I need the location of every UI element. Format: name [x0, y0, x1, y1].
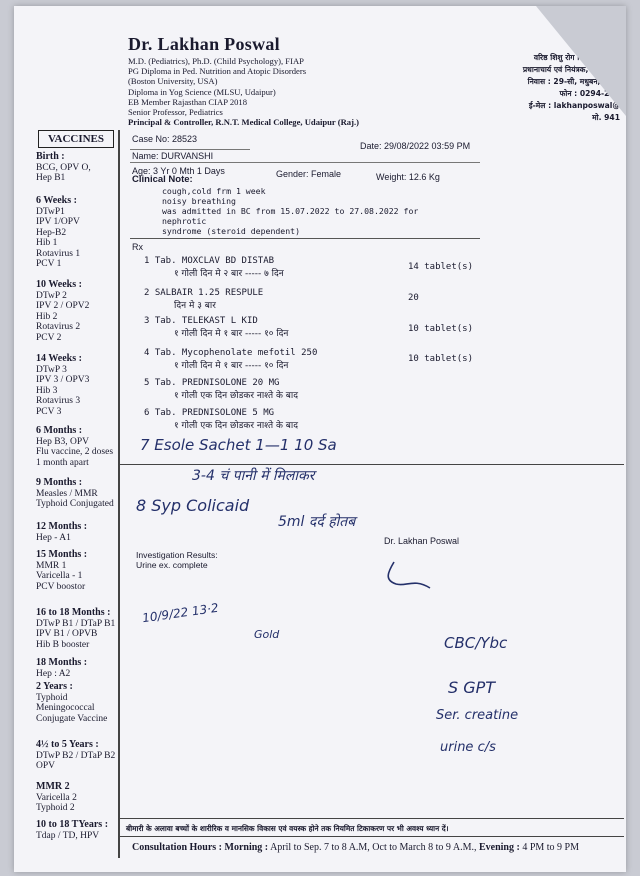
vaccine-item: Conjugate Vaccine [36, 713, 108, 724]
vaccine-group [36, 658, 136, 679]
medication-name: 2 SALBAIR 1.25 RESPULE [144, 288, 264, 298]
vaccine-item: 1 month apart [36, 457, 89, 468]
doctor-credentials [128, 56, 398, 127]
vaccine-group-heading: 10 Weeks : [36, 279, 82, 290]
vaccine-item: DTwP B1 / DTaP B1 [36, 618, 116, 629]
handwritten-test-urine: urine c/s [440, 740, 496, 755]
consult-label: Consultation Hours : [132, 842, 223, 853]
investigation-value: Urine ex. complete [136, 560, 208, 570]
handwritten-med-8-instruction: 5ml दर्द होतब [278, 514, 356, 530]
vaccine-group-heading: 9 Months : [36, 477, 83, 488]
doctor-name: Dr. Lakhan Poswal [128, 34, 280, 54]
vaccine-group-heading: 16 to 18 Months : [36, 607, 111, 618]
vaccine-item: PCV 1 [36, 259, 62, 269]
vaccine-item: IPV 3 / OPV3 [36, 375, 90, 385]
vaccine-item: IPV B1 / OPVB [36, 629, 98, 639]
vaccine-group-heading: 4½ to 5 Years : [36, 739, 99, 750]
vaccine-group [36, 280, 136, 343]
evening-label: Evening : [478, 842, 520, 853]
vaccine-group-heading: 15 Months : [36, 549, 88, 560]
signature-scribble [374, 554, 444, 594]
vaccine-group-heading: Birth : [36, 151, 65, 162]
handwritten-test-creatinine: Ser. creatine [436, 708, 519, 723]
vaccines-title: VACCINES [38, 130, 114, 148]
medication-name: 4 Tab. Mycophenolate mefotil 250 [144, 348, 318, 358]
vaccine-group-heading: 18 Months : [36, 657, 88, 668]
vaccine-item: Hep B3, OPV [36, 436, 90, 447]
footer-hindi-note: बीमारी के अलावा बच्चों के शारीरिक व मानसिक विकास एवं वयस्क होने तक नियमित टिकाकरण पर भी अवश्य ध्यान दें। [126, 824, 449, 833]
credential-line: Senior Professor, Pediatrics [128, 107, 223, 118]
vaccine-group [36, 608, 136, 650]
handwritten-note-date: 10/9/22 13·2 [141, 600, 220, 626]
handwritten-med-8: 8 Syp Colicaid [136, 496, 250, 515]
vaccine-group [36, 522, 136, 543]
vaccine-item: DTwP 3 [36, 364, 67, 375]
medication-name: 5 Tab. PREDNISOLONE 20 MG [144, 378, 280, 388]
vaccine-item: Rotavirus 1 [36, 248, 81, 259]
credential-line: EB Member Rajasthan CIAP 2018 [128, 96, 248, 107]
credential-line: PG Diploma in Ped. Nutrition and Atopic Disorders [128, 66, 307, 77]
vaccine-item: Meningococcal [36, 703, 95, 713]
medication-qty: 10 tablet(s) [408, 324, 474, 334]
vaccine-group-heading: 2 Years : [36, 681, 73, 692]
medication-name: 1 Tab. MOXCLAV BD DISTAB [144, 256, 275, 266]
vaccine-item: IPV 1/OPV [36, 217, 80, 227]
vaccine-item: MMR 1 [36, 560, 67, 571]
medication-qty: 20 [408, 293, 419, 303]
investigation-section [136, 550, 218, 570]
vaccine-item: Tdap / TD, HPV [36, 830, 100, 841]
vaccine-item: Hib B booster [36, 639, 90, 650]
vaccine-item: Hep B1 [36, 173, 66, 183]
patient-weight: Weight: 12.6 Kg [376, 172, 440, 182]
evening-hours: 4 PM to 9 PM [522, 842, 579, 853]
vaccine-group-heading: 10 to 18 TYears : [36, 819, 109, 830]
medication-dose: १ गोली दिन मे २ बार ----- ७ दिन [174, 269, 284, 279]
handwritten-test-cbc: CBC/Ybc [444, 634, 508, 652]
divider [130, 149, 250, 150]
vaccine-item: Rotavirus 2 [36, 322, 81, 332]
credential-line: Principal & Controller, R.N.T. Medical College, Udaipur (Raj.) [128, 117, 359, 128]
hindi-doctor-name: डॉ. ला [585, 35, 620, 51]
vaccine-item: Hep-B2 [36, 227, 67, 238]
section-divider [118, 464, 624, 465]
vaccine-item: Typhoid 2 [36, 803, 75, 813]
credential-line: Diploma in Yog Science (MLSU, Udaipur) [128, 86, 276, 97]
vaccine-group [36, 196, 136, 270]
vaccine-item: Varicella - 1 [36, 571, 83, 581]
medication-dose: १ गोली दिन मे १ बार ----- १० दिन [174, 361, 289, 371]
divider [130, 238, 480, 239]
vaccine-item: PCV boostor [36, 581, 86, 592]
vaccine-group [36, 682, 136, 724]
vaccine-group [36, 354, 136, 417]
vaccine-item: Hep - A1 [36, 532, 71, 543]
vaccine-group [36, 740, 136, 772]
medication-dose: १ गोली एक दिन छोडकर नाश्ते के बाद [174, 421, 299, 431]
vaccine-group [36, 152, 136, 184]
divider [130, 162, 480, 163]
vaccine-item: Measles / MMR [36, 488, 98, 499]
vaccine-item: Hib 1 [36, 238, 58, 248]
consultation-hours [132, 842, 579, 853]
vaccine-group-heading: 6 Weeks : [36, 195, 77, 206]
clinical-note-title: Clinical Note: [132, 174, 193, 185]
patient-name: Name: DURVANSHI [132, 151, 214, 161]
vaccine-item: Hib 2 [36, 311, 58, 322]
footer-divider [118, 818, 624, 819]
vaccine-group-heading: 12 Months : [36, 521, 88, 532]
medication-name: 6 Tab. PREDNISOLONE 5 MG [144, 408, 275, 418]
vaccine-item: Hep : A2 [36, 668, 71, 679]
vaccine-item: IPV 2 / OPV2 [36, 301, 90, 311]
credential-line: M.D. (Pediatrics), Ph.D. (Child Psychology), FIAP [128, 56, 304, 66]
vaccine-item: PCV 3 [36, 406, 62, 417]
vaccine-item: Rotavirus 3 [36, 396, 81, 406]
handwritten-med-7-instruction: 3-4 चं पानी में मिलाकर [192, 468, 315, 484]
medication-dose: १ गोली एक दिन छोडकर नाश्ते के बाद [174, 391, 299, 401]
clinical-note-line: was admitted in BC from 15.07.2022 to 27.08.2022 for nephrotic [162, 206, 419, 226]
hindi-line: वरिष्ठ शिशु रोग विशेषज्ञ, साइक [533, 53, 620, 62]
medication-qty: 10 tablet(s) [408, 354, 474, 364]
patient-age: Age: 3 Yr 0 Mth 1 Days [132, 166, 225, 176]
vaccine-group [36, 820, 136, 841]
credential-line: (Boston University, USA) [128, 76, 218, 87]
medication-dose: दिन मे ३ बार [174, 301, 216, 311]
vaccine-item: Flu vaccine, 2 doses [36, 447, 114, 457]
vaccine-group [36, 550, 136, 592]
prescription-sheet [14, 6, 626, 872]
vaccine-item: OPV [36, 761, 56, 771]
medication-item [144, 408, 474, 431]
hindi-line: निवास : 29-सी, मधुबन, उदयपु [527, 77, 620, 86]
visit-date: Date: 29/08/2022 03:59 PM [360, 141, 471, 151]
vaccine-item: BCG, OPV O, [36, 162, 91, 173]
vaccine-group [36, 782, 136, 814]
hindi-line: ई-मेल : lakhanposwal@ [528, 101, 620, 110]
vaccine-item: Hib 3 [36, 385, 58, 396]
medication-item [144, 288, 474, 311]
medication-name: 3 Tab. TELEKAST L KID [144, 316, 258, 326]
vaccine-item: PCV 2 [36, 332, 62, 343]
vaccine-item: DTwP 2 [36, 290, 67, 301]
vaccine-group-heading: MMR 2 [36, 781, 70, 792]
medication-dose: १ गोली दिन मे १ बार ----- १० दिन [174, 329, 289, 339]
vaccine-group-heading: 6 Months : [36, 425, 83, 436]
investigation-title: Investigation Results: [136, 550, 218, 560]
clinical-note-line: syndrome (steroid dependent) [162, 226, 301, 236]
vaccine-item: Varicella 2 [36, 792, 77, 803]
rx-label: Rx [132, 242, 143, 252]
handwritten-med-7: 7 Esole Sachet 1—1 10 Sa [140, 436, 337, 454]
vaccine-item: Typhoid [36, 692, 68, 703]
case-number: Case No: 28523 [132, 134, 198, 144]
vaccine-item: DTwP1 [36, 206, 65, 217]
patient-gender: Gender: Female [276, 169, 342, 179]
morning-hours: April to Sep. 7 to 8 A.M, Oct to March 8 to 9 A.M., [270, 842, 477, 853]
medication-item [144, 378, 474, 401]
clinical-notes [162, 186, 462, 236]
hindi-line: मो. 941 [592, 113, 620, 122]
vaccine-group-heading: 14 Weeks : [36, 353, 82, 364]
signature-label: Dr. Lakhan Poswal [384, 536, 460, 546]
handwritten-note-gold: Gold [254, 628, 280, 641]
morning-label: Morning : [224, 842, 269, 853]
clinical-note-line: cough,cold frm 1 week [162, 186, 266, 196]
hindi-line: प्रधानाचार्य एवं नियंत्रक, र.ना.टै. मे [522, 65, 620, 74]
vaccine-item: Typhoid Conjugated [36, 499, 114, 509]
handwritten-test-sgpt: S GPT [448, 678, 496, 697]
folded-corner [536, 6, 626, 116]
medication-qty: 14 tablet(s) [408, 262, 474, 272]
vaccine-group [36, 478, 136, 510]
footer-divider [118, 836, 624, 837]
vaccine-group [36, 426, 136, 468]
vaccine-item: DTwP B2 / DTaP B2 [36, 750, 116, 761]
hindi-line: फोन : 0294-252 [559, 89, 620, 98]
clinical-note-line: noisy breathing [162, 196, 236, 206]
